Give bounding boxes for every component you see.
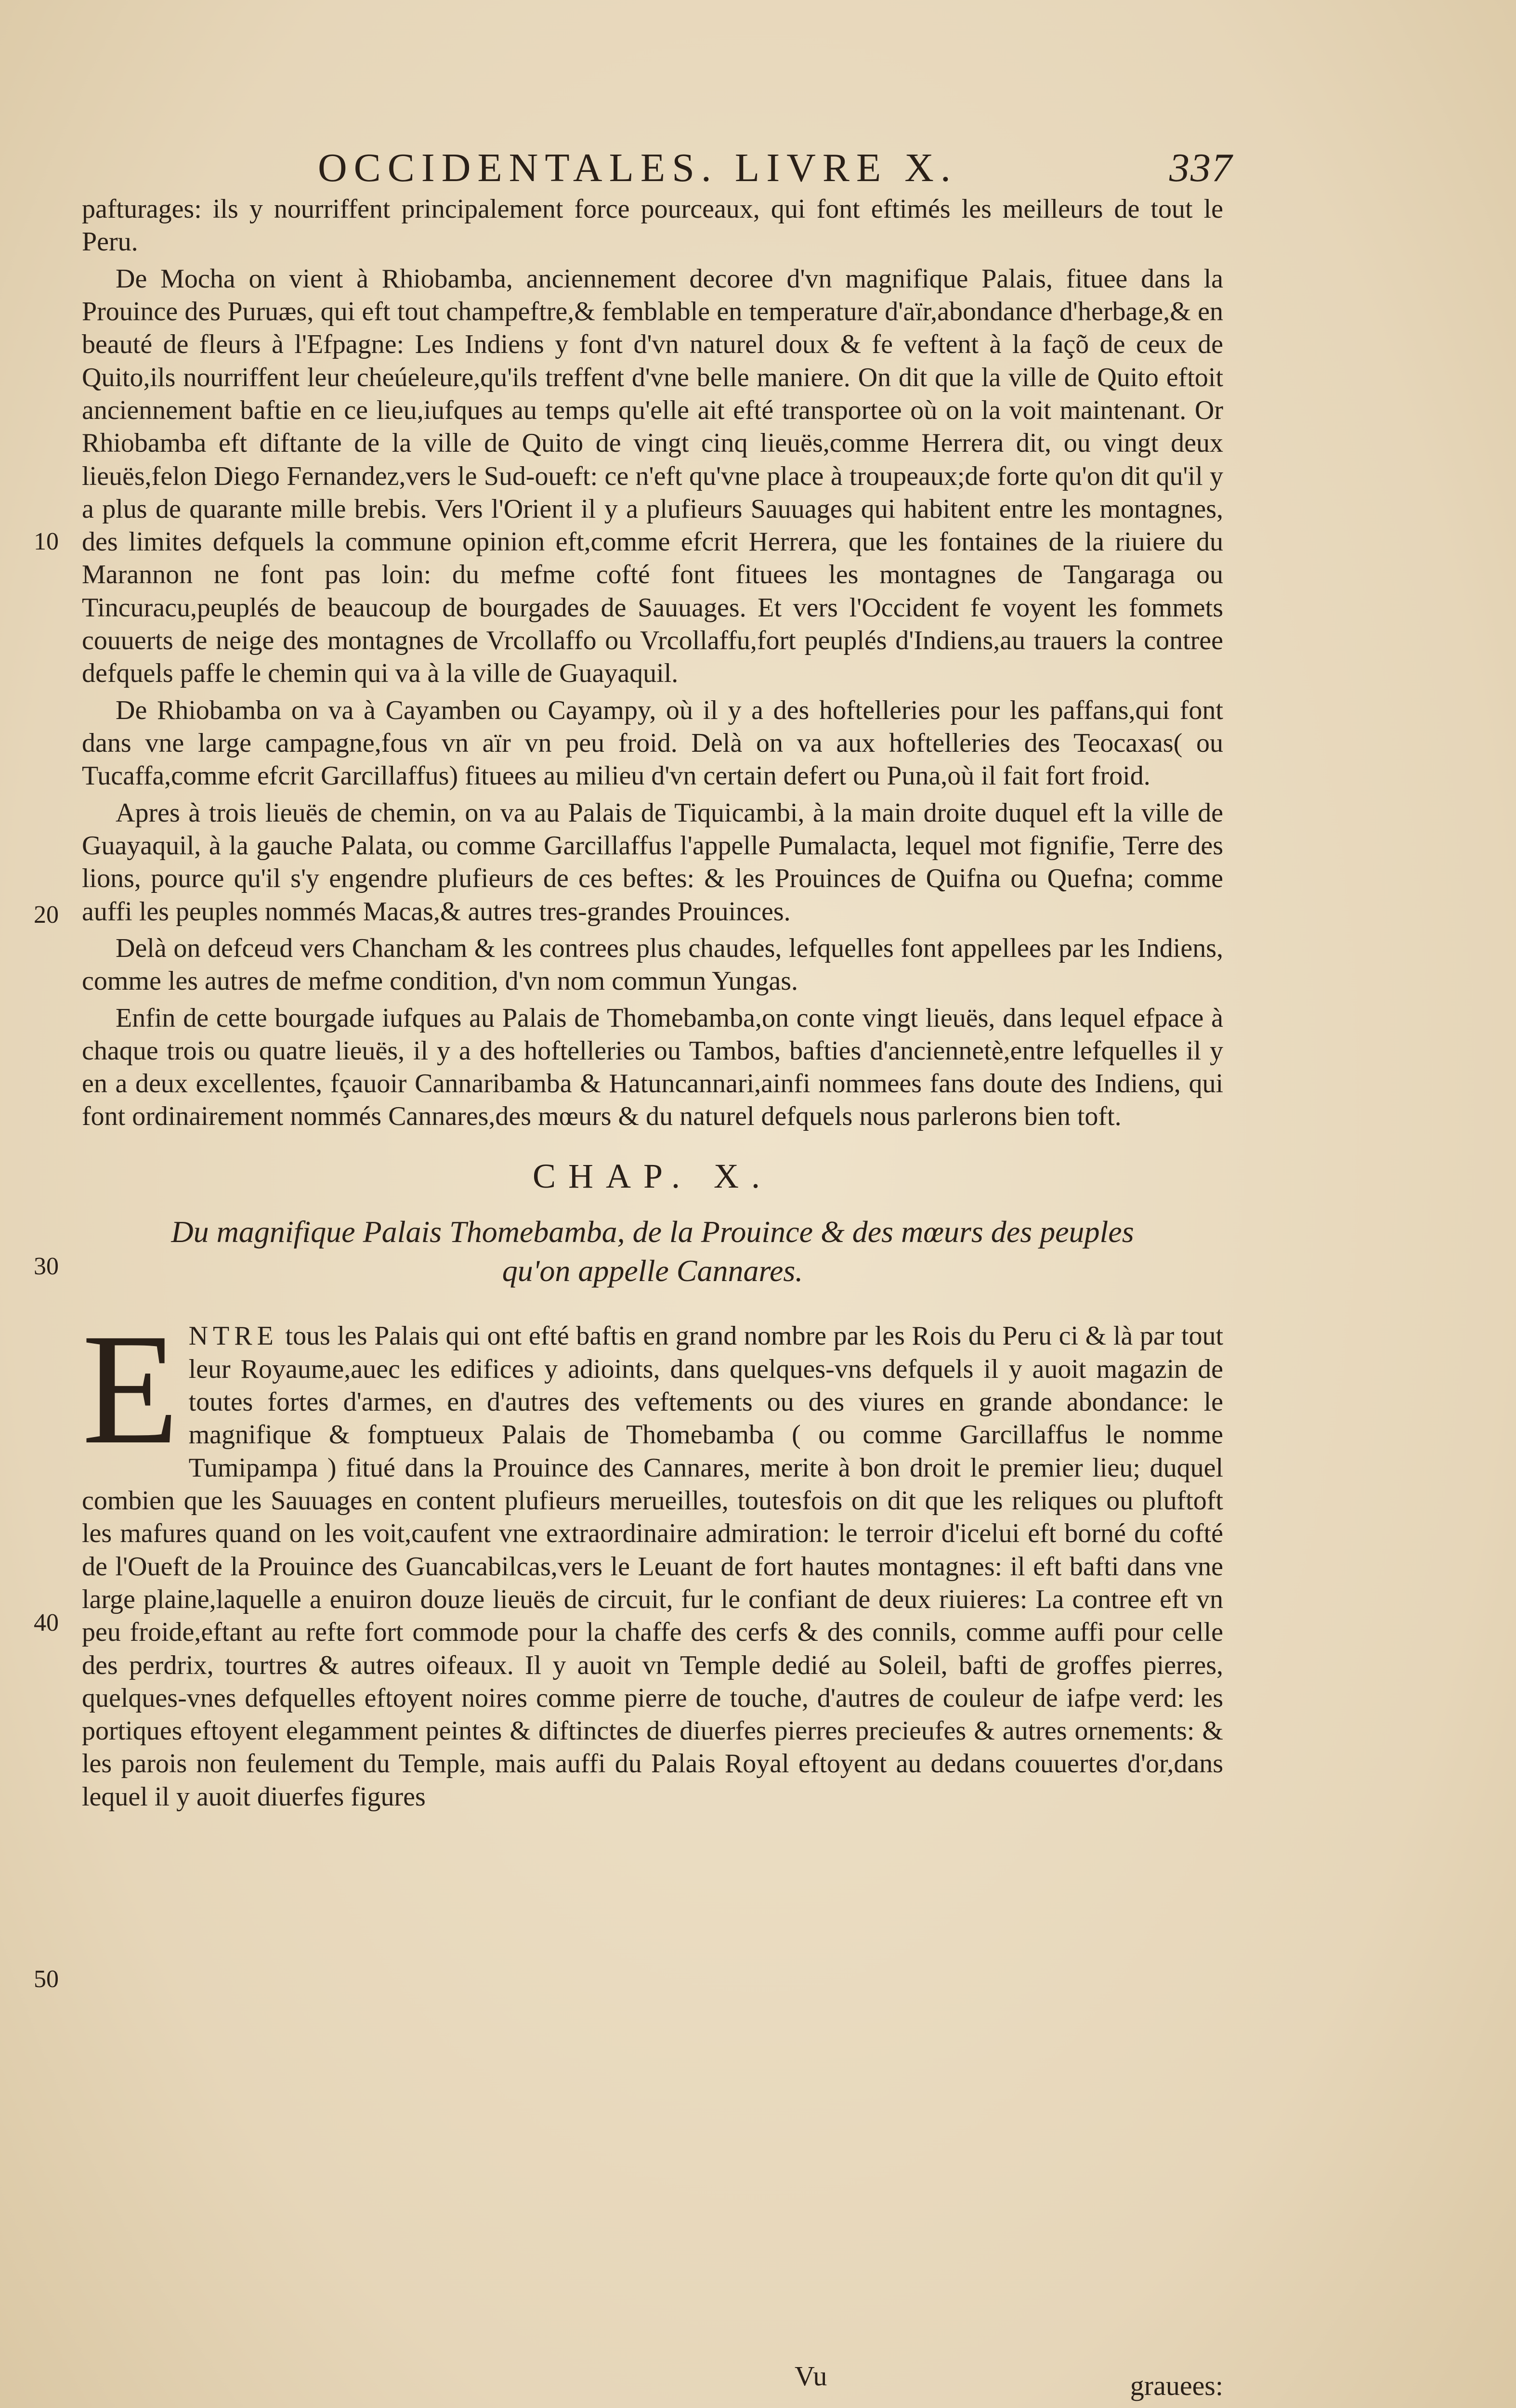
drop-capital: E xyxy=(82,1301,179,1478)
running-title: OCCIDENTALES. LIVRE X. xyxy=(318,145,957,190)
paragraph: De Rhiobamba on va à Cayamben ou Cayampy, où il y a des hoftelleries pour les paffans,qui font dans vne large campagne,fous vn aïr vn peu froid. Delà on va aux hoftelleries des Teocaxas( ou Tucaffa,comme efcrit Garcillaffus) fituees au milieu d'vn certain defert ou Puna,où il fait fort froid. xyxy=(82,695,1223,791)
page-header xyxy=(318,144,1233,197)
paragraph: Apres à trois lieuës de chemin, on va au Palais de Tiquicambi, à la main droite duquel eft la ville de Guayaquil, à la gauche Palata, ou comme Garcillaffus l'appelle Pumalacta, lequel mot fignifie, Terre des lions, pource qu'il s'y engendre plufieurs de ces beftes: & les Prouinces de Quifna ou Quefna; comme auffi les peuples nommés Macas,& autres tres-grandes Prouinces. xyxy=(82,798,1223,927)
margin-line-number: 10 xyxy=(34,528,59,555)
signature-mark: Vu xyxy=(795,2360,827,2392)
paragraph: pafturages: ils y nourriffent principalement force pourceaux, qui font eftimés les meilleurs de tout le Peru. xyxy=(82,194,1223,257)
page-footer xyxy=(82,2360,1223,2403)
margin-line-number: 30 xyxy=(34,1253,59,1280)
paragraph: Delà on defceud vers Chancham & les contrees plus chaudes, lefquelles font appellees par les Indiens, comme les autres de mefme condition, d'vn nom commun Yungas. xyxy=(82,933,1223,996)
margin-line-number: 40 xyxy=(34,1609,59,1636)
margin-line-number: 20 xyxy=(34,901,59,929)
first-word: NTRE xyxy=(188,1321,278,1351)
main-text xyxy=(82,193,1223,1817)
chapter-title: Du magnifique Palais Thomebamba, de la Prouince & des mœurs des peuples qu'on appelle Cannares. xyxy=(171,1214,1134,1288)
margin-line-number: 50 xyxy=(34,1965,59,1993)
paragraph: De Mocha on vient à Rhiobamba, anciennement decoree d'vn magnifique Palais, fituee dans la Prouince des Puruæs, qui eft tout champeftre,& femblable en temperature d'aïr,abondance d'herbage,& en beauté de fleurs à l'Efpagne: Les Indiens y font d'vn naturel doux & fe veftent à la façõ de ceux de Quito,ils nourriffent leur cheúeleure,qu'ils treffent d'vne belle maniere. On dit que la ville de Quito eftoit anciennement baftie en ce lieu,iufques au temps qu'elle ait efté transportee où on la voit maintenant. Or Rhiobamba eft diftante de la ville de Quito de vingt cinq lieuës,comme Herrera dit, ou vingt deux lieuës,felon Diego Fernandez,vers le Sud-oueft: ce n'eft qu'vne place à troupeaux;de forte qu'on dit qu'il y a plus de quarante mille brebis. Vers l'Orient il y a plufieurs Sauuages qui habitent entre les montagnes, des limites defquels la commune opinion eft,comme efcrit Herrera, que les fontaines de la riuiere du Marannon ne font pas loin: du mefme cofté font fituees les montagnes de Tangaraga ou Tincuracu,peuplés de beaucoup de bourgades de Sauuages. Et vers l'Occident fe voyent les fommets couuerts de neige des montagnes de Vrcollaffo ou Vrcollaffu,fort peuplés d'Indiens,au trauers la contree defquels paffe le chemin qui va à la ville de Guayaquil. xyxy=(82,263,1223,689)
catchword: grauees: xyxy=(1130,2370,1223,2401)
chapter-first-paragraph xyxy=(82,1301,1223,1813)
page-number: 337 xyxy=(1169,145,1233,190)
chapter-heading: CHAP. X. xyxy=(532,1156,773,1195)
paragraph-body: tous les Palais qui ont efté baftis en grand nombre par les Rois du Peru ci & là par tout leur Royaume,auec les edifices y adioints, dans quelques-vns defquels il y auoit magazin de toutes fortes d'armes, en d'autres des veftements ou des viures en grande abondance: le magnifique & fomptueux Palais de Thomebamba ( ou comme Garcillaffus le nomme Tumipampa ) fitué dans la Prouince des Cannares, merite à bon droit le premier lieu; duquel combien que les Sauuages en content plufieurs merueilles, toutesfois on dit que les reliques ou pluftoft les mafures quand on les voit,caufent vne extraordinaire admiration: le terroir d'icelui eft borné du cofté de l'Oueft de la Prouince des Guancabilcas,vers le Leuant de fort hautes montagnes: il eft bafti dans vne large plaine,laquelle a enuiron douze lieuës de circuit, fur le confiant de deux riuieres: La contree eft vn peu froide,eftant au refte fort commode pour la chaffe des cerfs & des connils, comme auffi pour celle des perdrix, tourtres & autres oifeaux. Il y auoit vn Temple dedié au Soleil, bafti de groffes pierres, quelques-vnes defquelles eftoyent noires comme pierre de touche, d'autres de couleur de iafpe verd: les portiques eftoyent elegamment peintes & diftinctes de diuerfes pierres precieufes & autres ornements: & les parois non feulement du Temple, mais auffi du Palais Royal eftoyent au dedans couuertes d'or,dans lequel il y auoit diuerfes figures xyxy=(82,1321,1223,1812)
paragraph: Enfin de cette bourgade iufques au Palais de Thomebamba,on conte vingt lieuës, dans lequel efpace à chaque trois ou quatre lieuës, il y a des hoftelleries ou Tambos, bafties d'anciennetè,entre lefquelles il y en a deux excellentes, fçauoir Cannaribamba & Hatuncannari,ainfi nommees fans doute des Indiens, qui font ordinairement nommés Cannares,des mœurs & du naturel defquels nous parlerons bien toft. xyxy=(82,1003,1223,1132)
